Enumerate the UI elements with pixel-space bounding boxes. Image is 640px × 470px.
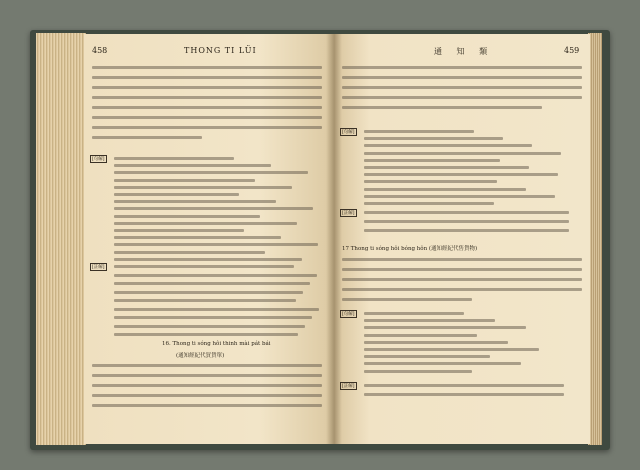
left-text-line xyxy=(114,325,305,328)
left-text-line xyxy=(114,282,310,285)
right-text-line xyxy=(364,144,532,147)
right-text-line xyxy=(364,173,558,176)
left-text-line xyxy=(114,164,271,167)
left-text-line xyxy=(114,243,318,246)
left-text-line xyxy=(114,157,234,160)
book-gutter xyxy=(326,34,342,444)
right-text-line xyxy=(364,195,555,198)
left-text-line xyxy=(114,171,308,174)
right-text-line xyxy=(364,319,495,322)
left-running-head: THONG TI LÜI xyxy=(184,46,257,55)
left-text-line xyxy=(92,96,322,99)
right-marker-2: [註解] xyxy=(342,211,355,216)
left-text-line xyxy=(114,258,302,261)
right-text-line xyxy=(364,180,497,183)
left-text-line xyxy=(114,308,319,311)
right-section-title: Thong ti sóng hôi bóng hôn xyxy=(350,246,428,252)
left-section-heading xyxy=(162,341,271,347)
right-text-line xyxy=(364,326,526,329)
left-text-line xyxy=(114,179,255,182)
right-running-head: 通 知 類 xyxy=(434,47,494,56)
left-text-line xyxy=(114,186,292,189)
left-text-line xyxy=(114,251,265,254)
right-text-line xyxy=(364,312,464,315)
right-text-line xyxy=(364,202,494,205)
left-text-line xyxy=(114,316,312,319)
right-text-line xyxy=(342,106,542,109)
right-text-line xyxy=(342,76,582,79)
right-text-line xyxy=(342,268,582,271)
right-text-line xyxy=(342,258,582,261)
right-text-line xyxy=(364,355,490,358)
left-marker-1: [句解] xyxy=(92,157,105,162)
left-text-line xyxy=(92,86,322,89)
left-text-line xyxy=(114,215,260,218)
left-page-number: 458 xyxy=(92,46,108,55)
right-text-line xyxy=(364,166,529,169)
right-text-line xyxy=(364,393,564,396)
right-text-line xyxy=(342,96,582,99)
right-marker-3: [句解] xyxy=(342,312,355,317)
page-edges-right xyxy=(588,33,602,445)
right-text-line xyxy=(342,298,472,301)
left-text-line xyxy=(114,193,239,196)
right-marker-4: [註解] xyxy=(342,384,355,389)
left-text-line xyxy=(114,236,281,239)
left-text-line xyxy=(114,333,298,336)
left-page xyxy=(84,34,334,444)
left-section-subtitle: (通知經紀代買貨單) xyxy=(176,353,225,359)
right-text-line xyxy=(364,341,508,344)
left-text-line xyxy=(114,200,276,203)
right-marker-1: [句解] xyxy=(342,130,355,135)
right-text-line xyxy=(364,211,569,214)
right-text-line xyxy=(364,229,569,232)
right-text-line xyxy=(364,130,474,133)
left-text-line xyxy=(92,66,322,69)
left-text-line xyxy=(114,222,297,225)
left-section-title: Thong ti sóng hôi thinh mài pát bái xyxy=(172,341,271,347)
right-section-heading xyxy=(342,244,477,252)
right-text-line xyxy=(342,288,582,291)
left-text-line xyxy=(92,76,322,79)
right-text-line xyxy=(364,334,477,337)
left-text-line xyxy=(92,116,322,119)
left-text-line xyxy=(92,136,202,139)
left-text-line xyxy=(114,207,313,210)
left-text-line xyxy=(114,229,244,232)
left-section-number: 16. xyxy=(162,341,171,347)
left-marker-2: [註解] xyxy=(92,265,105,270)
right-section-number: 17 xyxy=(342,246,349,252)
right-text-line xyxy=(364,152,561,155)
left-text-line xyxy=(92,404,322,407)
right-text-line xyxy=(364,137,503,140)
right-page xyxy=(334,34,590,444)
right-text-line xyxy=(342,278,582,281)
left-text-line xyxy=(92,374,322,377)
right-text-line xyxy=(364,362,521,365)
left-text-line xyxy=(114,299,296,302)
right-text-line xyxy=(342,66,582,69)
right-text-line xyxy=(342,86,582,89)
left-text-line xyxy=(114,265,294,268)
left-text-line xyxy=(92,126,322,129)
left-text-line xyxy=(92,384,322,387)
left-text-line xyxy=(92,364,322,367)
right-text-line xyxy=(364,188,526,191)
right-text-line xyxy=(364,384,564,387)
right-section-subtitle: (通知經紀代售貨物) xyxy=(428,246,478,252)
left-text-line xyxy=(114,274,317,277)
right-text-line xyxy=(364,370,472,373)
page-edges-left xyxy=(36,33,86,445)
right-text-line xyxy=(364,159,500,162)
left-text-line xyxy=(92,394,322,397)
left-text-line xyxy=(114,291,303,294)
right-text-line xyxy=(364,220,569,223)
right-page-number: 459 xyxy=(564,46,580,55)
left-text-line xyxy=(92,106,322,109)
right-text-line xyxy=(364,348,539,351)
